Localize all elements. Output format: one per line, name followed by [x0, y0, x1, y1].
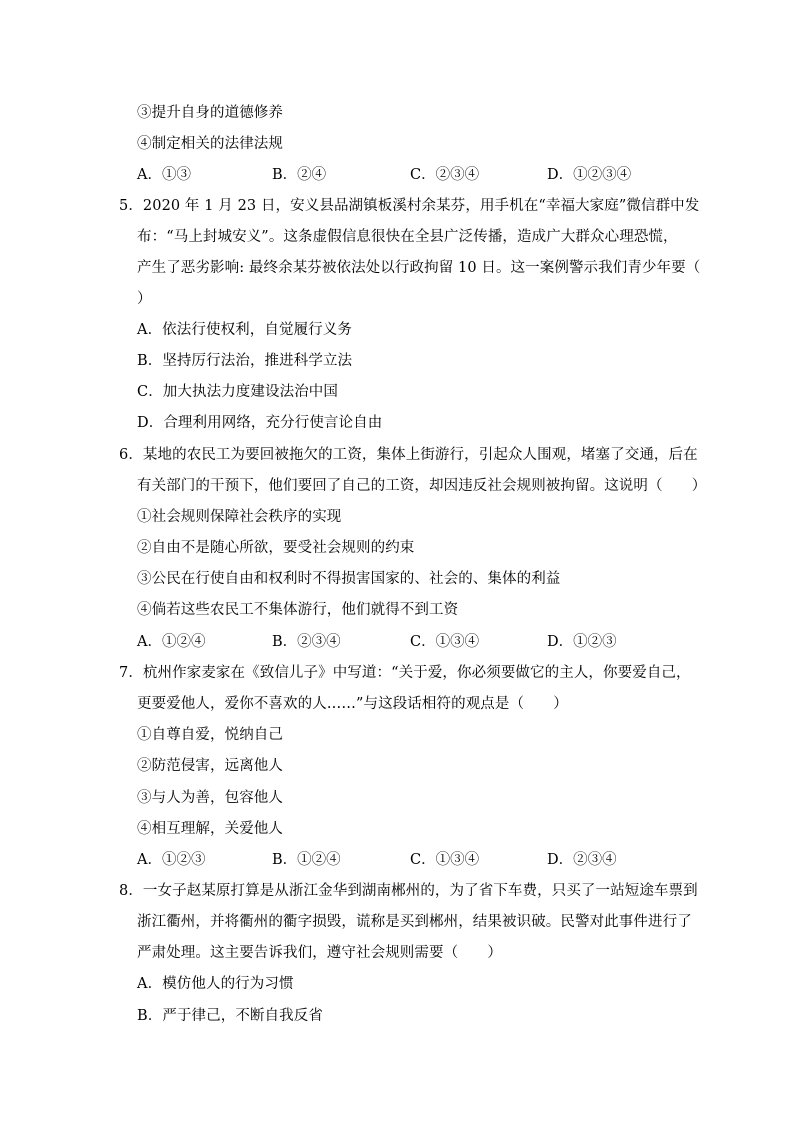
q6-option-d[interactable]: D．①②③: [547, 634, 617, 650]
q6-option-a[interactable]: A．①②④: [137, 634, 206, 650]
q7-statement-1: ①自尊自爱，悦纳自己: [137, 727, 283, 743]
q6-option-c[interactable]: C．①③④: [410, 634, 480, 650]
q4-statement-4: ④制定相关的法律法规: [137, 136, 283, 152]
q7-stem-line-2: 更要爱他人，爱你不喜欢的人……”与这段话相符的观点是（ ）: [137, 696, 568, 712]
q5-stem-line-2: 布：“马上封城安义”。这条虚假信息很快在全县广泛传播，造成广大群众心理恐慌，: [137, 229, 678, 245]
q7-statement-2: ②防范侵害，远离他人: [137, 758, 283, 774]
q6-statement-4: ④倘若这些农民工不集体游行，他们就得不到工资: [137, 602, 459, 618]
q6-statement-2: ②自由不是随心所欲，要受社会规则的约束: [137, 540, 415, 556]
q8-stem-line-2: 浙江衢州，并将衢州的衢字损毁，谎称是买到郴州，结果被识破。民警对此事件进行了: [137, 914, 692, 930]
q8-stem-line-3: 严肃处理。这主要告诉我们，遵守社会规则需要（ ）: [137, 945, 502, 961]
q5-stem-line-3: 产生了恶劣影响: 最终余某芬被依法处以行政拘留 10 日。这一案例警示我们青少年要（: [137, 260, 701, 276]
q4-option-d[interactable]: D．①②③④: [547, 167, 632, 183]
q6-statement-3: ③公民在行使自由和权利时不得损害国家的、社会的、集体的利益: [137, 571, 561, 587]
q6-stem-line-2: 有关部门的干预下，他们要回了自己的工资，却因违反社会规则被拘留。这说明（ ）: [137, 478, 707, 494]
q8-option-b[interactable]: B．严于律己，不断自我反省: [137, 1008, 323, 1024]
q5-option-d[interactable]: D．合理利用网络，充分行使言论自由: [137, 415, 383, 431]
q5-stem-line-4: ）: [137, 291, 152, 307]
q6-statement-1: ①社会规则保障社会秩序的实现: [137, 509, 342, 525]
q5-option-a[interactable]: A．依法行使权利，自觉履行义务: [137, 322, 352, 338]
q8-stem-line-1: 8．一女子赵某原打算是从浙江金华到湖南郴州的，为了省下车费，只买了一站短途车票到: [119, 883, 698, 899]
q7-option-a[interactable]: A．①②③: [137, 852, 206, 868]
q5-option-b[interactable]: B．坚持厉行法治，推进科学立法: [137, 353, 353, 369]
q7-option-d[interactable]: D．②③④: [547, 852, 617, 868]
q7-statement-3: ③与人为善，包容他人: [137, 790, 283, 806]
q7-option-c[interactable]: C．①③④: [410, 852, 480, 868]
q6-stem-line-1: 6．某地的农民工为要回被拖欠的工资，集体上街游行，引起众人围观，堵塞了交通，后在: [119, 447, 698, 463]
q4-option-b[interactable]: B．②④: [272, 167, 327, 183]
q4-option-c[interactable]: C．②③④: [410, 167, 480, 183]
q4-statement-3: ③提升自身的道德修养: [137, 105, 283, 121]
q8-option-a[interactable]: A．模仿他人的行为习惯: [137, 976, 294, 992]
q5-option-c[interactable]: C．加大执法力度建设法治中国: [137, 384, 338, 400]
q5-stem-line-1: 5．2020 年 1 月 23 日，安义县品湖镇板溪村余某芬，用手机在“幸福大家庭”微信群中发: [119, 198, 700, 214]
q7-statement-4: ④相互理解，关爱他人: [137, 821, 283, 837]
q6-option-b[interactable]: B．②③④: [272, 634, 341, 650]
q4-option-a[interactable]: A．①③: [137, 167, 191, 183]
q7-option-b[interactable]: B．①②④: [272, 852, 341, 868]
q7-stem-line-1: 7．杭州作家麦家在《致信儿子》中写道：“关于爱，你必须要做它的主人，你要爱自己，: [119, 665, 691, 681]
